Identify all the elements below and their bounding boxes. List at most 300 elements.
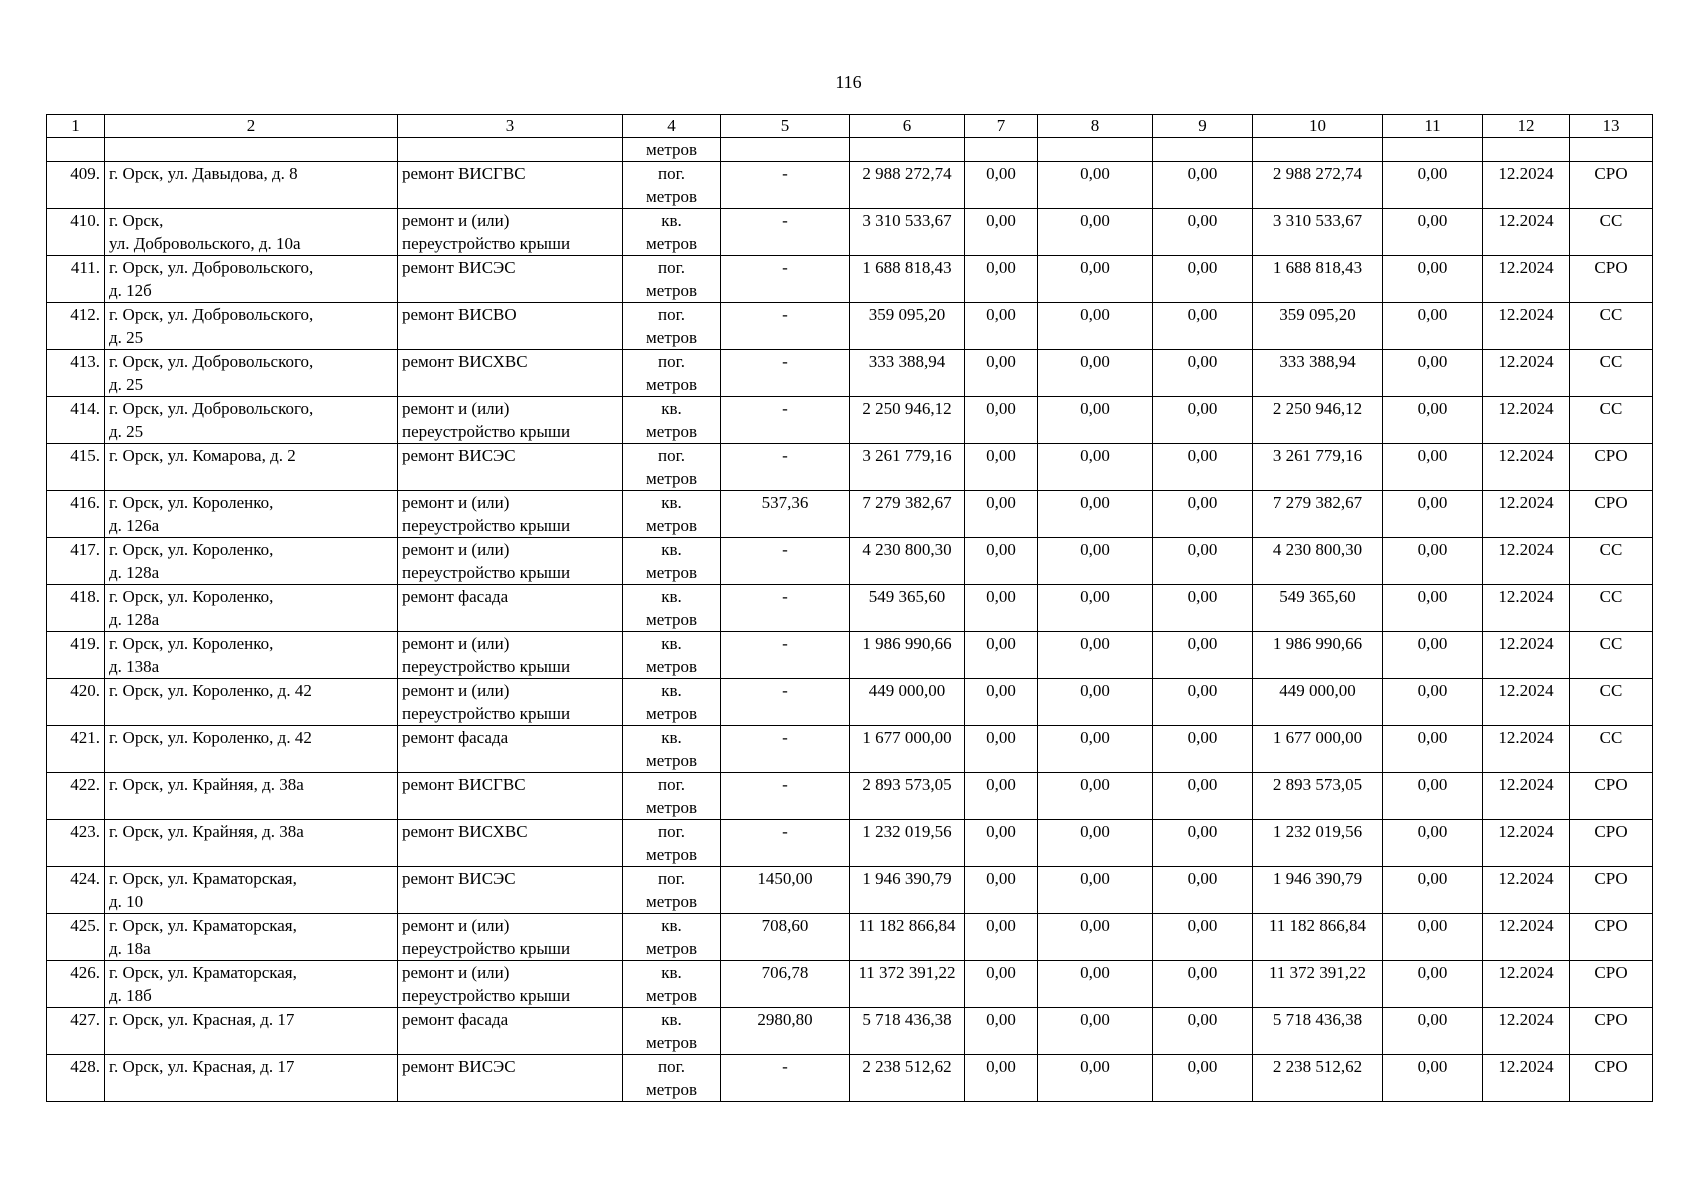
cell-col8-line-1: 0,00 — [1080, 446, 1110, 465]
column-header-10: 10 — [1253, 115, 1383, 138]
cell-col9 — [1153, 961, 1253, 1008]
cell-quantity-line-1: 708,60 — [761, 916, 809, 935]
column-header-4: 4 — [623, 115, 721, 138]
continuation-row — [47, 138, 1653, 162]
cell-address-line-2: ул. Добровольского, д. 10а — [109, 234, 301, 253]
cell-col7-line-1: 0,00 — [986, 916, 1016, 935]
cell-unit-line-1: кв. — [661, 399, 682, 418]
cell-col8 — [1038, 256, 1153, 303]
cell-work-line-1: ремонт и (или) — [402, 399, 510, 418]
cell-empty — [965, 138, 1038, 162]
cell-quantity — [721, 256, 850, 303]
cell-col11-line-1: 0,00 — [1417, 775, 1448, 794]
cell-work — [398, 867, 623, 914]
cell-completion-date — [1483, 350, 1570, 397]
cell-col11-line-1: 0,00 — [1417, 1010, 1448, 1029]
cell-address-line-2: д. 25 — [109, 422, 144, 441]
cell-unit-line-2: метров — [646, 234, 697, 253]
cell-work — [398, 397, 623, 444]
cell-quantity — [721, 444, 850, 491]
cell-col11 — [1383, 397, 1483, 444]
cell-completion-date — [1483, 162, 1570, 209]
cell-address-line-1: г. Орск, ул. Короленко, — [109, 634, 274, 653]
cell-completion-date — [1483, 914, 1570, 961]
cell-no — [47, 961, 105, 1008]
cell-unit — [623, 585, 721, 632]
cell-completion-date-line-1: 12.2024 — [1498, 775, 1554, 794]
cell-fund-code-line-1: СРО — [1594, 493, 1628, 512]
cell-work — [398, 820, 623, 867]
cell-unit-line-2: метров — [646, 516, 697, 535]
cell-total-cost-line-1: 1 677 000,00 — [862, 728, 952, 747]
cell-fund-code-line-1: СС — [1599, 728, 1623, 747]
cell-col9 — [1153, 914, 1253, 961]
cell-quantity — [721, 1055, 850, 1102]
cell-fund-code — [1570, 867, 1653, 914]
cell-col10 — [1253, 773, 1383, 820]
cell-quantity-line-1: - — [782, 164, 788, 183]
cell-empty — [850, 138, 965, 162]
cell-no — [47, 303, 105, 350]
column-header-11: 11 — [1383, 115, 1483, 138]
cell-col7 — [965, 491, 1038, 538]
column-header-13: 13 — [1570, 115, 1653, 138]
cell-fund-code-line-1: СРО — [1594, 775, 1628, 794]
cell-address-line-2: д. 128а — [109, 563, 160, 582]
cell-work-line-1: ремонт и (или) — [402, 681, 510, 700]
cell-unit-line-2: метров — [646, 187, 697, 206]
cell-col8-line-1: 0,00 — [1080, 869, 1110, 888]
cell-no-line-1: 416. — [70, 493, 100, 512]
cell-col11-line-1: 0,00 — [1417, 822, 1448, 841]
cell-no — [47, 350, 105, 397]
cell-col8 — [1038, 1008, 1153, 1055]
cell-work — [398, 914, 623, 961]
cell-no-line-1: 426. — [70, 963, 100, 982]
cell-unit-line-1: кв. — [661, 916, 682, 935]
cell-no — [47, 538, 105, 585]
table-row — [47, 491, 1653, 538]
cell-fund-code — [1570, 397, 1653, 444]
cell-address — [105, 209, 398, 256]
column-header-6: 6 — [850, 115, 965, 138]
cell-work-line-2: переустройство крыши — [402, 939, 571, 958]
cell-no-line-1: 425. — [70, 916, 100, 935]
cell-col10-line-1: 1 946 390,79 — [1272, 869, 1363, 888]
cell-address — [105, 585, 398, 632]
cell-no — [47, 1008, 105, 1055]
cell-col7-line-1: 0,00 — [986, 446, 1016, 465]
cell-no-line-1: 410. — [70, 211, 100, 230]
cell-work-line-1: ремонт ВИСХВС — [402, 352, 528, 371]
cell-col9 — [1153, 256, 1253, 303]
cell-completion-date-line-1: 12.2024 — [1498, 1057, 1554, 1076]
column-header-8: 8 — [1038, 115, 1153, 138]
cell-no — [47, 585, 105, 632]
table-row — [47, 209, 1653, 256]
cell-col10 — [1253, 679, 1383, 726]
cell-empty — [1153, 138, 1253, 162]
cell-col11-line-1: 0,00 — [1417, 540, 1448, 559]
cell-col8 — [1038, 585, 1153, 632]
cell-address — [105, 138, 398, 162]
cell-col9 — [1153, 538, 1253, 585]
cell-col7-line-1: 0,00 — [986, 540, 1016, 559]
cell-total-cost-line-1: 2 893 573,05 — [862, 775, 952, 794]
cell-fund-code — [1570, 632, 1653, 679]
cell-col11 — [1383, 491, 1483, 538]
cell-total-cost — [850, 397, 965, 444]
cell-col9 — [1153, 1055, 1253, 1102]
cell-unit — [623, 444, 721, 491]
cell-col8-line-1: 0,00 — [1080, 164, 1110, 183]
cell-completion-date-line-1: 12.2024 — [1498, 258, 1554, 277]
cell-unit — [623, 961, 721, 1008]
cell-quantity — [721, 303, 850, 350]
cell-address-line-2: д. 25 — [109, 328, 144, 347]
cell-col8 — [1038, 162, 1153, 209]
cell-col11-line-1: 0,00 — [1417, 258, 1448, 277]
cell-unit-line-2: метров — [646, 657, 697, 676]
cell-completion-date — [1483, 256, 1570, 303]
cell-quantity — [721, 679, 850, 726]
cell-col10-line-1: 2 988 272,74 — [1272, 164, 1363, 183]
cell-total-cost-line-1: 3 310 533,67 — [862, 211, 952, 230]
cell-col9 — [1153, 1008, 1253, 1055]
cell-col10 — [1253, 914, 1383, 961]
cell-address-line-2: д. 138а — [109, 657, 160, 676]
cell-total-cost — [850, 350, 965, 397]
cell-unit — [623, 679, 721, 726]
cell-col8 — [1038, 632, 1153, 679]
table-row — [47, 303, 1653, 350]
cell-no — [47, 397, 105, 444]
cell-address — [105, 256, 398, 303]
cell-empty — [1383, 138, 1483, 162]
cell-total-cost-line-1: 2 988 272,74 — [862, 164, 952, 183]
cell-fund-code — [1570, 679, 1653, 726]
cell-address — [105, 632, 398, 679]
cell-col9-line-1: 0,00 — [1187, 352, 1218, 371]
cell-col8 — [1038, 1055, 1153, 1102]
cell-completion-date-line-1: 12.2024 — [1498, 822, 1554, 841]
cell-col9-line-1: 0,00 — [1187, 493, 1218, 512]
cell-total-cost — [850, 632, 965, 679]
cell-quantity-line-1: 2980,80 — [757, 1010, 813, 1029]
cell-col11 — [1383, 1008, 1483, 1055]
cell-work-line-1: ремонт фасада — [402, 1010, 509, 1029]
cell-total-cost-line-1: 1 688 818,43 — [862, 258, 952, 277]
cell-unit-line-1: кв. — [661, 728, 682, 747]
cell-completion-date — [1483, 961, 1570, 1008]
cell-work-line-1: ремонт ВИСГВС — [402, 775, 526, 794]
cell-col10-line-1: 5 718 436,38 — [1272, 1010, 1363, 1029]
cell-col7-line-1: 0,00 — [986, 164, 1016, 183]
cell-col10 — [1253, 820, 1383, 867]
cell-no — [47, 632, 105, 679]
cell-address-line-1: г. Орск, ул. Короленко, д. 42 — [109, 728, 312, 747]
cell-address-line-2: д. 18б — [109, 986, 152, 1005]
cell-quantity — [721, 1008, 850, 1055]
cell-address-line-1: г. Орск, ул. Короленко, д. 42 — [109, 681, 312, 700]
cell-col9 — [1153, 162, 1253, 209]
cell-col8 — [1038, 961, 1153, 1008]
cell-col11 — [1383, 679, 1483, 726]
cell-completion-date — [1483, 1008, 1570, 1055]
cell-total-cost-line-1: 3 261 779,16 — [862, 446, 952, 465]
cell-col10 — [1253, 162, 1383, 209]
cell-address — [105, 397, 398, 444]
cell-col11-line-1: 0,00 — [1417, 493, 1448, 512]
cell-total-cost-line-1: 549 365,60 — [868, 587, 946, 606]
page-number: 116 — [835, 72, 862, 92]
cell-col10-line-1: 2 250 946,12 — [1272, 399, 1363, 418]
cell-col8-line-1: 0,00 — [1080, 822, 1110, 841]
cell-completion-date — [1483, 209, 1570, 256]
cell-work-line-2: переустройство крыши — [402, 516, 571, 535]
cell-empty — [1483, 138, 1570, 162]
cell-work — [398, 138, 623, 162]
cell-no — [47, 914, 105, 961]
cell-work-line-1: ремонт и (или) — [402, 963, 510, 982]
cell-col9-line-1: 0,00 — [1187, 540, 1218, 559]
cell-no-line-1: 423. — [70, 822, 100, 841]
cell-fund-code — [1570, 209, 1653, 256]
cell-fund-code-line-1: СРО — [1594, 822, 1628, 841]
column-number-header-row — [47, 115, 1653, 138]
cell-work — [398, 632, 623, 679]
cell-col7 — [965, 209, 1038, 256]
cell-completion-date-line-1: 12.2024 — [1498, 540, 1554, 559]
cell-total-cost — [850, 303, 965, 350]
cell-col11 — [1383, 961, 1483, 1008]
cell-col10-line-1: 1 688 818,43 — [1272, 258, 1363, 277]
cell-work-line-1: ремонт ВИСВО — [402, 305, 517, 324]
cell-work — [398, 256, 623, 303]
cell-total-cost — [850, 209, 965, 256]
cell-no — [47, 491, 105, 538]
cell-work-line-2: переустройство крыши — [402, 986, 571, 1005]
cell-col10 — [1253, 256, 1383, 303]
table-row — [47, 773, 1653, 820]
cell-col7 — [965, 397, 1038, 444]
cell-work-line-1: ремонт и (или) — [402, 916, 510, 935]
cell-col10 — [1253, 632, 1383, 679]
cell-quantity-line-1: - — [782, 822, 788, 841]
table-row — [47, 397, 1653, 444]
cell-col8-line-1: 0,00 — [1080, 681, 1110, 700]
cell-col11-line-1: 0,00 — [1417, 728, 1448, 747]
cell-col10-line-1: 3 261 779,16 — [1272, 446, 1363, 465]
cell-address — [105, 679, 398, 726]
cell-col9-line-1: 0,00 — [1187, 681, 1218, 700]
cell-total-cost — [850, 1055, 965, 1102]
cell-work-line-1: ремонт и (или) — [402, 493, 510, 512]
cell-empty — [1570, 138, 1653, 162]
cell-col8 — [1038, 726, 1153, 773]
cell-total-cost — [850, 961, 965, 1008]
cell-completion-date — [1483, 773, 1570, 820]
cell-col9-line-1: 0,00 — [1187, 446, 1218, 465]
cell-unit — [623, 867, 721, 914]
cell-fund-code-line-1: СРО — [1594, 446, 1628, 465]
cell-address — [105, 444, 398, 491]
cell-col7-line-1: 0,00 — [986, 822, 1016, 841]
cell-address — [105, 961, 398, 1008]
cell-fund-code — [1570, 585, 1653, 632]
cell-address-line-1: г. Орск, ул. Краматорская, — [109, 869, 297, 888]
cell-col9-line-1: 0,00 — [1187, 164, 1218, 183]
cell-work — [398, 538, 623, 585]
cell-col9 — [1153, 773, 1253, 820]
cell-col7-line-1: 0,00 — [986, 728, 1016, 747]
cell-address — [105, 491, 398, 538]
cell-col9-line-1: 0,00 — [1187, 728, 1218, 747]
cell-completion-date — [1483, 491, 1570, 538]
cell-col8 — [1038, 397, 1153, 444]
cell-quantity-line-1: 706,78 — [761, 963, 809, 982]
cell-work — [398, 726, 623, 773]
cell-work — [398, 961, 623, 1008]
cell-address-line-2: д. 128а — [109, 610, 160, 629]
cell-address-line-1: г. Орск, ул. Короленко, — [109, 540, 274, 559]
cell-fund-code-line-1: СС — [1599, 399, 1623, 418]
cell-col9 — [1153, 350, 1253, 397]
cell-no-line-1: 418. — [70, 587, 100, 606]
cell-col10-line-1: 1 986 990,66 — [1272, 634, 1363, 653]
cell-col10 — [1253, 209, 1383, 256]
cell-unit — [623, 303, 721, 350]
cell-total-cost-line-1: 1 986 990,66 — [862, 634, 952, 653]
cell-address — [105, 914, 398, 961]
cell-unit-line-1: пог. — [658, 305, 685, 324]
cell-unit-line-1: кв. — [661, 963, 682, 982]
cell-col9-line-1: 0,00 — [1187, 1057, 1218, 1076]
cell-no-line-1: 417. — [70, 540, 100, 559]
cell-no — [47, 444, 105, 491]
cell-completion-date — [1483, 1055, 1570, 1102]
cell-work-line-1: ремонт ВИСЭС — [402, 258, 516, 277]
cell-fund-code-line-1: СРО — [1594, 1057, 1628, 1076]
cell-quantity-line-1: - — [782, 305, 788, 324]
cell-col10-line-1: 11 182 866,84 — [1268, 916, 1367, 935]
cell-fund-code-line-1: СРО — [1594, 963, 1628, 982]
cell-unit-line-2: метров — [646, 1080, 697, 1099]
cell-unit — [623, 350, 721, 397]
table-row — [47, 632, 1653, 679]
table-row — [47, 679, 1653, 726]
table-row — [47, 961, 1653, 1008]
cell-quantity — [721, 773, 850, 820]
cell-no-line-1: 420. — [70, 681, 100, 700]
cell-unit-line-2: метров — [646, 798, 697, 817]
cell-quantity-line-1: - — [782, 211, 788, 230]
cell-total-cost — [850, 726, 965, 773]
cell-col11 — [1383, 585, 1483, 632]
cell-no-line-1: 419. — [70, 634, 100, 653]
cell-no — [47, 256, 105, 303]
cell-col9-line-1: 0,00 — [1187, 916, 1218, 935]
cell-unit-line-2: метров — [646, 704, 697, 723]
cell-col11 — [1383, 256, 1483, 303]
cell-col8-line-1: 0,00 — [1080, 258, 1110, 277]
cell-total-cost — [850, 679, 965, 726]
cell-col7 — [965, 679, 1038, 726]
cell-address-line-1: г. Орск, ул. Крайняя, д. 38а — [109, 775, 304, 794]
cell-col7 — [965, 632, 1038, 679]
cell-total-cost-line-1: 4 230 800,30 — [862, 540, 952, 559]
cell-work-line-1: ремонт ВИСГВС — [402, 164, 526, 183]
cell-col9 — [1153, 444, 1253, 491]
cell-quantity-line-1: 537,36 — [761, 493, 809, 512]
cell-no-line-1: 422. — [70, 775, 100, 794]
cell-col9 — [1153, 726, 1253, 773]
cell-col7 — [965, 350, 1038, 397]
cell-col7-line-1: 0,00 — [986, 775, 1016, 794]
cell-quantity — [721, 914, 850, 961]
cell-col7 — [965, 914, 1038, 961]
cell-address — [105, 350, 398, 397]
cell-no — [47, 820, 105, 867]
cell-col10 — [1253, 726, 1383, 773]
cell-work — [398, 162, 623, 209]
cell-work — [398, 679, 623, 726]
cell-col9-line-1: 0,00 — [1187, 1010, 1218, 1029]
cell-col8-line-1: 0,00 — [1080, 775, 1110, 794]
cell-fund-code-line-1: СС — [1599, 305, 1623, 324]
cell-col10-line-1: 2 893 573,05 — [1272, 775, 1363, 794]
cell-no — [47, 726, 105, 773]
cell-work — [398, 350, 623, 397]
cell-address-line-1: г. Орск, ул. Короленко, — [109, 587, 274, 606]
cell-unit-line-1: пог. — [658, 869, 685, 888]
cell-col10 — [1253, 867, 1383, 914]
cell-total-cost-line-1: 2 238 512,62 — [862, 1057, 952, 1076]
cell-quantity — [721, 397, 850, 444]
cell-col9-line-1: 0,00 — [1187, 258, 1218, 277]
cell-col7 — [965, 867, 1038, 914]
cell-fund-code — [1570, 444, 1653, 491]
cell-quantity — [721, 162, 850, 209]
cell-total-cost — [850, 256, 965, 303]
cell-quantity-line-1: - — [782, 540, 788, 559]
cell-unit-line-2: метров — [646, 1033, 697, 1052]
cell-total-cost-line-1: 449 000,00 — [868, 681, 946, 700]
cell-col10 — [1253, 1055, 1383, 1102]
cell-quantity — [721, 209, 850, 256]
cell-unit-line-2: метров — [646, 939, 697, 958]
cell-completion-date — [1483, 303, 1570, 350]
table-row — [47, 350, 1653, 397]
cell-total-cost — [850, 1008, 965, 1055]
cell-fund-code — [1570, 162, 1653, 209]
cell-unit-line-1: пог. — [658, 822, 685, 841]
cell-no-line-1: 415. — [70, 446, 100, 465]
cell-completion-date-line-1: 12.2024 — [1498, 305, 1554, 324]
cell-unit — [623, 726, 721, 773]
cell-total-cost-line-1: 359 095,20 — [868, 305, 946, 324]
cell-total-cost — [850, 773, 965, 820]
cell-unit-line-1: кв. — [661, 634, 682, 653]
column-header-12: 12 — [1483, 115, 1570, 138]
cell-col9 — [1153, 491, 1253, 538]
cell-col10 — [1253, 961, 1383, 1008]
cell-col7-line-1: 0,00 — [986, 352, 1016, 371]
cell-col7 — [965, 256, 1038, 303]
cell-col11 — [1383, 209, 1483, 256]
cell-address-line-1: г. Орск, ул. Добровольского, — [109, 258, 314, 277]
cell-col11-line-1: 0,00 — [1417, 446, 1448, 465]
